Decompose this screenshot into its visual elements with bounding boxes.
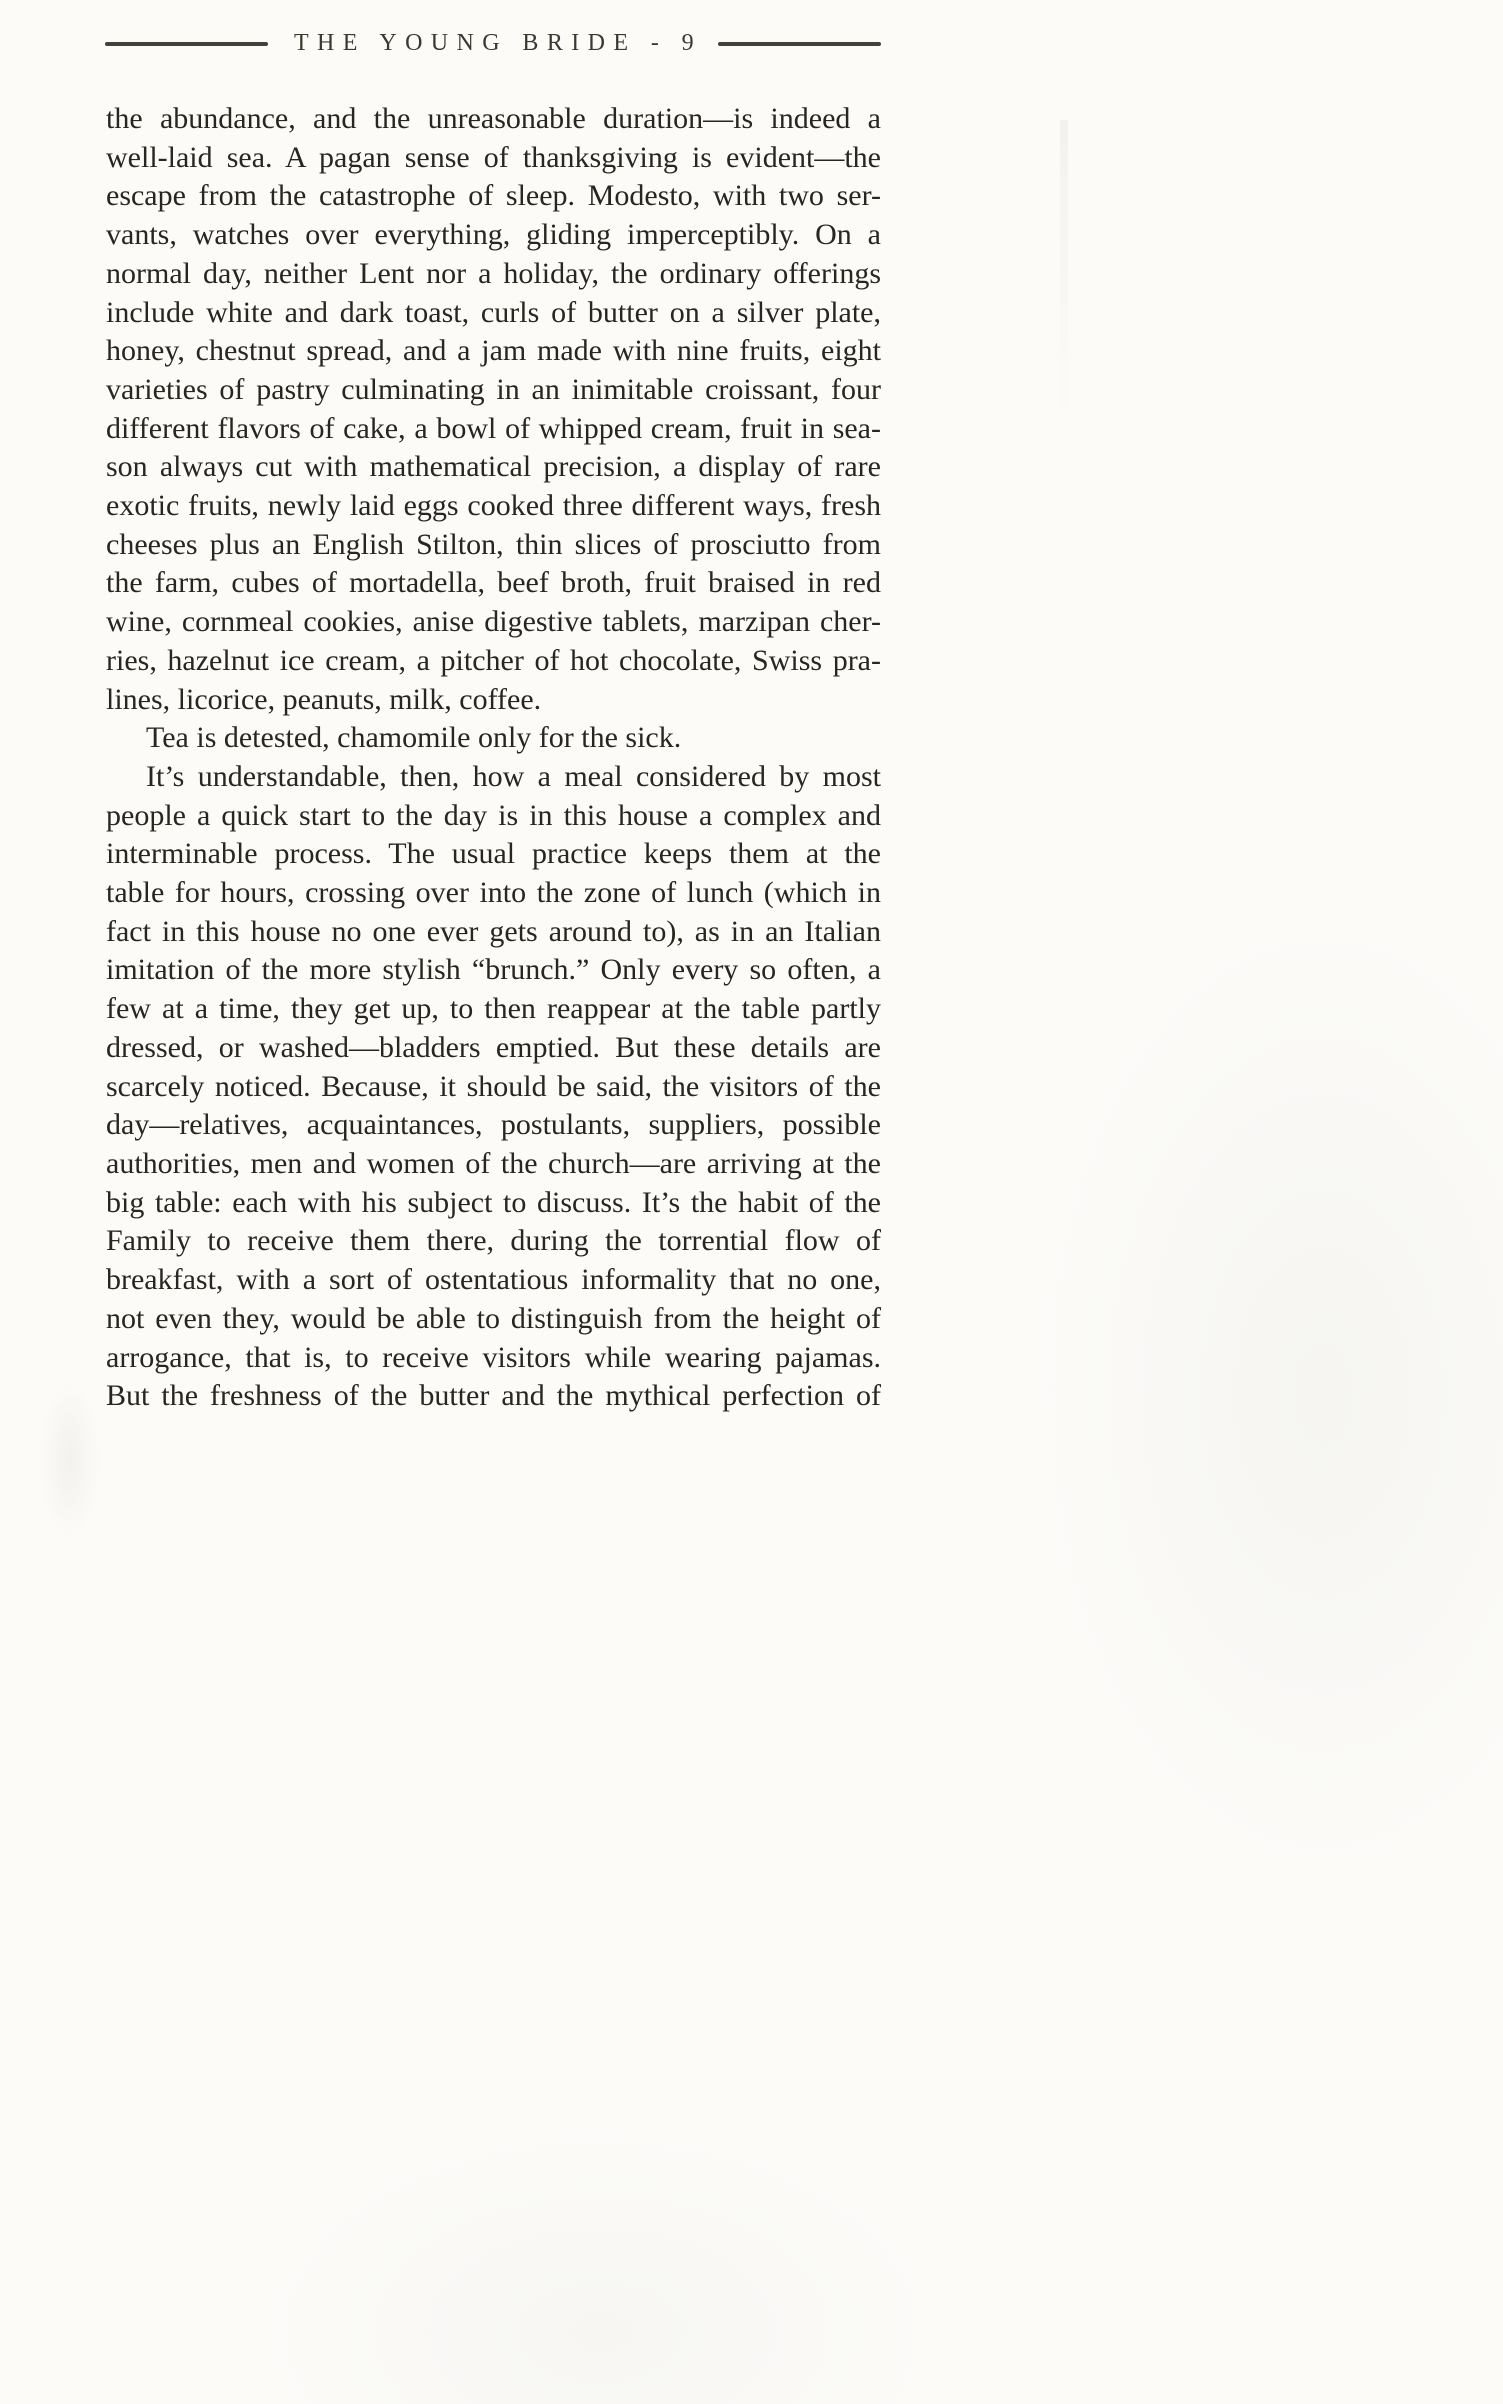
scan-artifact bbox=[1060, 120, 1068, 420]
text-line: normal day, neither Lent nor a holiday, the ordinary offerings bbox=[106, 256, 881, 290]
text-line: the abundance, and the unreasonable duration—is indeed a bbox=[106, 102, 881, 135]
text-line: ries, hazelnut ice cream, a pitcher of hot chocolate, Swiss pra- bbox=[106, 643, 881, 677]
text-line: the farm, cubes of mortadella, beef broth, fruit braised in red bbox=[106, 566, 881, 600]
body-text bbox=[106, 100, 881, 1416]
book-title: THE YOUNG BRIDE bbox=[293, 30, 637, 56]
paragraph bbox=[106, 100, 881, 719]
text-line: big table: each with his subject to discuss. It’s the habit of the bbox=[106, 1185, 881, 1219]
text-line: It’s understandable, then, how a meal considered by most bbox=[146, 759, 881, 793]
paragraph bbox=[106, 758, 881, 1416]
running-header bbox=[105, 30, 881, 57]
text-line: Tea is detested, chamomile only for the sick. bbox=[146, 721, 682, 755]
header-rule-right bbox=[718, 42, 881, 46]
text-line: escape from the catastrophe of sleep. Modesto, with two ser- bbox=[106, 179, 881, 213]
text-line: exotic fruits, newly laid eggs cooked three different ways, fresh bbox=[106, 489, 881, 523]
header-rule-left bbox=[105, 42, 268, 46]
text-line: varieties of pastry culminating in an inimitable croissant, four bbox=[106, 372, 881, 406]
text-line: son always cut with mathematical precision, a display of rare bbox=[106, 450, 881, 484]
text-line: lines, licorice, peanuts, milk, coffee. bbox=[106, 682, 542, 716]
header-separator: - bbox=[650, 30, 668, 56]
text-line: people a quick start to the day is in this house a complex and bbox=[106, 798, 881, 832]
text-line: vants, watches over everything, gliding imperceptibly. On a bbox=[106, 218, 881, 252]
scan-artifact bbox=[40, 1380, 100, 1540]
text-line: few at a time, they get up, to then reappear at the table partly bbox=[106, 992, 881, 1026]
text-line: interminable process. The usual practice keeps them at the bbox=[106, 837, 881, 871]
text-line: honey, chestnut spread, and a jam made with nine fruits, eight bbox=[106, 334, 881, 368]
text-line: dressed, or washed—bladders emptied. But these details are bbox=[106, 1030, 881, 1064]
text-line: day—relatives, acquaintances, postulants, suppliers, possible bbox=[106, 1108, 881, 1142]
paragraph bbox=[106, 719, 881, 758]
text-line: different flavors of cake, a bowl of whipped cream, fruit in sea- bbox=[106, 411, 881, 445]
text-line: table for hours, crossing over into the zone of lunch (which in bbox=[106, 876, 881, 910]
text-line: well-laid sea. A pagan sense of thanksgiving is evident—the bbox=[106, 140, 881, 174]
text-line: But the freshness of the butter and the mythical perfection of bbox=[106, 1379, 881, 1413]
text-line: scarcely noticed. Because, it should be said, the visitors of the bbox=[106, 1069, 881, 1103]
text-line: not even they, would be able to distinguish from the height of bbox=[106, 1301, 881, 1335]
text-line: authorities, men and women of the church—are arriving at the bbox=[106, 1146, 881, 1180]
text-line: arrogance, that is, to receive visitors while wearing pajamas. bbox=[106, 1340, 881, 1374]
text-line: fact in this house no one ever gets around to), as in an Italian bbox=[106, 914, 881, 948]
text-line: Family to receive them there, during the torrential flow of bbox=[106, 1224, 881, 1258]
text-line: cheeses plus an English Stilton, thin slices of prosciutto from bbox=[106, 527, 881, 561]
text-line: include white and dark toast, curls of butter on a silver plate, bbox=[106, 295, 881, 329]
text-line: wine, cornmeal cookies, anise digestive tablets, marzipan cher- bbox=[106, 605, 881, 639]
running-head-text bbox=[268, 30, 718, 57]
page-number: 9 bbox=[681, 30, 703, 56]
text-line: breakfast, with a sort of ostentatious informality that no one, bbox=[106, 1263, 881, 1297]
text-line: imitation of the more stylish “brunch.” Only every so often, a bbox=[106, 953, 881, 987]
